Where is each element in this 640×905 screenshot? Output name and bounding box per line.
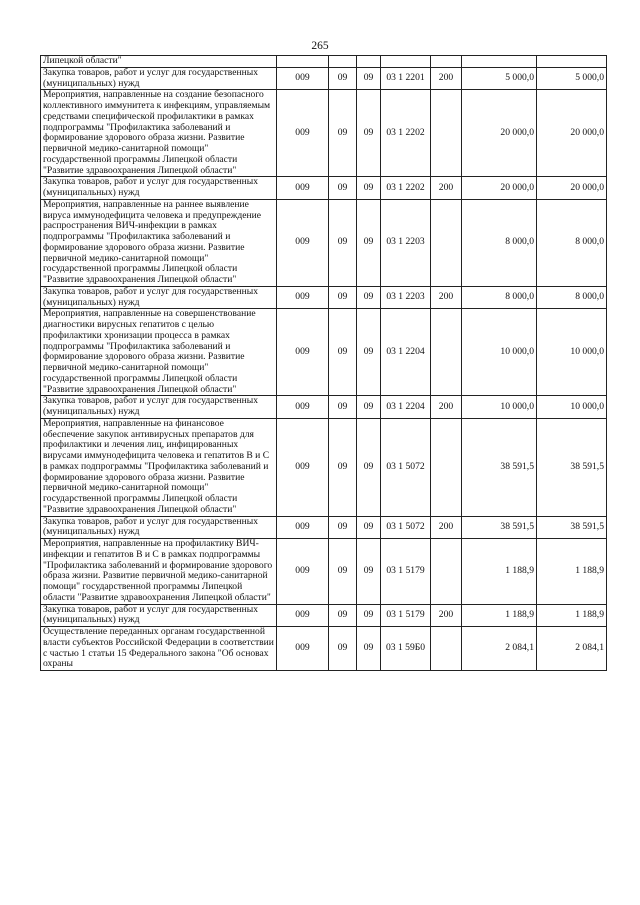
cell-name: Закупка товаров, работ и услуг для государственных (муниципальных) нужд [41, 396, 277, 419]
cell-name: Мероприятия, направленные на совершенствование диагностики вирусных гепатитов с целью профилактики хронизации процесса в рамках подпрограммы "Профилактика заболеваний и формирование здорового образа жизни. Развитие первичной медико-санитарной помощи" государственной программы Липецкой области "Развитие здравоохранения Липецкой области" [41, 309, 277, 396]
cell-amount-2: 1 188,9 [537, 539, 607, 605]
cell-expense-type [431, 309, 462, 396]
cell-ministry-code [277, 56, 329, 68]
cell-ministry-code: 009 [277, 286, 329, 309]
cell-amount-1: 1 188,9 [462, 539, 537, 605]
table-row [41, 67, 607, 90]
cell-expense-type [431, 199, 462, 286]
cell-expense-type: 200 [431, 604, 462, 627]
cell-subsection: 09 [357, 199, 381, 286]
cell-target-article: 03 1 5072 [381, 516, 431, 539]
cell-name: Липецкой области" [41, 56, 277, 68]
cell-subsection: 09 [357, 396, 381, 419]
cell-name: Осуществление переданных органам государственной власти субъектов Российской Федерации в соответствии с частью 1 статьи 15 Федерального закона "Об основах охраны [41, 627, 277, 671]
cell-expense-type [431, 539, 462, 605]
cell-name: Мероприятия, направленные на профилактику ВИЧ-инфекции и гепатитов В и С в рамках подпрограммы "Профилактика заболеваний и формирование здорового образа жизни. Развитие первичной медико-санитарной помощи" государственной программы Липецкой области "Развитие здравоохранения Липецкой области" [41, 539, 277, 605]
cell-subsection: 09 [357, 177, 381, 200]
cell-expense-type [431, 418, 462, 516]
cell-amount-2: 20 000,0 [537, 90, 607, 177]
cell-amount-2: 38 591,5 [537, 516, 607, 539]
cell-amount-1: 5 000,0 [462, 67, 537, 90]
cell-expense-type [431, 56, 462, 68]
cell-amount-1: 2 084,1 [462, 627, 537, 671]
table-row [41, 309, 607, 396]
cell-expense-type [431, 90, 462, 177]
cell-expense-type: 200 [431, 516, 462, 539]
table-row [41, 286, 607, 309]
table-row [41, 56, 607, 68]
cell-amount-1: 38 591,5 [462, 418, 537, 516]
cell-section: 09 [329, 604, 357, 627]
table-row [41, 627, 607, 671]
cell-subsection: 09 [357, 67, 381, 90]
cell-amount-2: 5 000,0 [537, 67, 607, 90]
cell-subsection [357, 56, 381, 68]
cell-ministry-code: 009 [277, 177, 329, 200]
cell-name: Закупка товаров, работ и услуг для государственных (муниципальных) нужд [41, 177, 277, 200]
cell-amount-2: 1 188,9 [537, 604, 607, 627]
cell-amount-1: 38 591,5 [462, 516, 537, 539]
cell-subsection: 09 [357, 418, 381, 516]
cell-target-article [381, 56, 431, 68]
cell-expense-type: 200 [431, 286, 462, 309]
table-body [41, 56, 607, 671]
cell-target-article: 03 1 5072 [381, 418, 431, 516]
cell-ministry-code: 009 [277, 90, 329, 177]
cell-amount-1: 8 000,0 [462, 286, 537, 309]
cell-ministry-code: 009 [277, 539, 329, 605]
cell-name: Мероприятия, направленные на создание безопасного коллективного иммунитета к инфекциям, управляемым средствами специфической профилактики в рамках подпрограммы "Профилактика заболеваний и формирование здорового образа жизни. Развитие первичной медико-санитарной помощи" государственной программы Липецкой области "Развитие здравоохранения Липецкой области" [41, 90, 277, 177]
cell-target-article: 03 1 5179 [381, 604, 431, 627]
table-row [41, 90, 607, 177]
table-row [41, 199, 607, 286]
cell-amount-2: 8 000,0 [537, 199, 607, 286]
cell-target-article: 03 1 2203 [381, 286, 431, 309]
cell-target-article: 03 1 5179 [381, 539, 431, 605]
cell-target-article: 03 1 2203 [381, 199, 431, 286]
cell-subsection: 09 [357, 90, 381, 177]
cell-amount-1: 20 000,0 [462, 90, 537, 177]
cell-amount-2: 10 000,0 [537, 396, 607, 419]
table-row [41, 418, 607, 516]
cell-section: 09 [329, 286, 357, 309]
cell-ministry-code: 009 [277, 396, 329, 419]
cell-amount-1: 10 000,0 [462, 396, 537, 419]
cell-amount-2: 2 084,1 [537, 627, 607, 671]
cell-subsection: 09 [357, 309, 381, 396]
cell-name: Мероприятия, направленные на раннее выявление вируса иммунодефицита человека и предупреждение распространения ВИЧ-инфекции в рамках подпрограммы "Профилактика заболеваний и формирование здорового образа жизни. Развитие первичной медико-санитарной помощи" государственной программы Липецкой области "Развитие здравоохранения Липецкой области" [41, 199, 277, 286]
cell-ministry-code: 009 [277, 627, 329, 671]
table-row [41, 539, 607, 605]
cell-name: Закупка товаров, работ и услуг для государственных (муниципальных) нужд [41, 516, 277, 539]
table-row [41, 516, 607, 539]
cell-subsection: 09 [357, 516, 381, 539]
cell-subsection: 09 [357, 627, 381, 671]
cell-subsection: 09 [357, 539, 381, 605]
cell-ministry-code: 009 [277, 516, 329, 539]
cell-target-article: 03 1 2201 [381, 67, 431, 90]
cell-expense-type: 200 [431, 67, 462, 90]
cell-section: 09 [329, 177, 357, 200]
cell-amount-2: 38 591,5 [537, 418, 607, 516]
cell-amount-2: 20 000,0 [537, 177, 607, 200]
cell-ministry-code: 009 [277, 67, 329, 90]
cell-expense-type [431, 627, 462, 671]
cell-amount-1 [462, 56, 537, 68]
cell-ministry-code: 009 [277, 309, 329, 396]
cell-target-article: 03 1 2204 [381, 396, 431, 419]
cell-section: 09 [329, 627, 357, 671]
cell-target-article: 03 1 2204 [381, 309, 431, 396]
cell-name: Закупка товаров, работ и услуг для государственных (муниципальных) нужд [41, 604, 277, 627]
cell-amount-2: 8 000,0 [537, 286, 607, 309]
cell-amount-1: 20 000,0 [462, 177, 537, 200]
cell-target-article: 03 1 2202 [381, 90, 431, 177]
cell-amount-2: 10 000,0 [537, 309, 607, 396]
cell-target-article: 03 1 2202 [381, 177, 431, 200]
cell-section: 09 [329, 396, 357, 419]
cell-section: 09 [329, 67, 357, 90]
budget-table [40, 55, 607, 671]
cell-target-article: 03 1 59Б0 [381, 627, 431, 671]
cell-ministry-code: 009 [277, 604, 329, 627]
cell-ministry-code: 009 [277, 199, 329, 286]
table-row [41, 177, 607, 200]
cell-section: 09 [329, 309, 357, 396]
cell-amount-1: 10 000,0 [462, 309, 537, 396]
cell-expense-type: 200 [431, 177, 462, 200]
cell-amount-1: 8 000,0 [462, 199, 537, 286]
table-row [41, 604, 607, 627]
cell-section: 09 [329, 516, 357, 539]
cell-name: Закупка товаров, работ и услуг для государственных (муниципальных) нужд [41, 286, 277, 309]
cell-expense-type: 200 [431, 396, 462, 419]
cell-name: Закупка товаров, работ и услуг для государственных (муниципальных) нужд [41, 67, 277, 90]
cell-section: 09 [329, 418, 357, 516]
cell-subsection: 09 [357, 286, 381, 309]
cell-section: 09 [329, 199, 357, 286]
cell-amount-2 [537, 56, 607, 68]
cell-name: Мероприятия, направленные на финансовое обеспечение закупок антивирусных препаратов для профилактики и лечения лиц, инфицированных вирусами иммунодефицита человека и гепатитов В и С в рамках подпрограммы "Профилактика заболеваний и формирование здорового образа жизни. Развитие первичной медико-санитарной помощи" государственной программы Липецкой области "Развитие здравоохранения Липецкой области" [41, 418, 277, 516]
page-number: 265 [311, 40, 329, 52]
cell-subsection: 09 [357, 604, 381, 627]
cell-section: 09 [329, 539, 357, 605]
cell-section [329, 56, 357, 68]
cell-section: 09 [329, 90, 357, 177]
cell-amount-1: 1 188,9 [462, 604, 537, 627]
table-row [41, 396, 607, 419]
cell-ministry-code: 009 [277, 418, 329, 516]
